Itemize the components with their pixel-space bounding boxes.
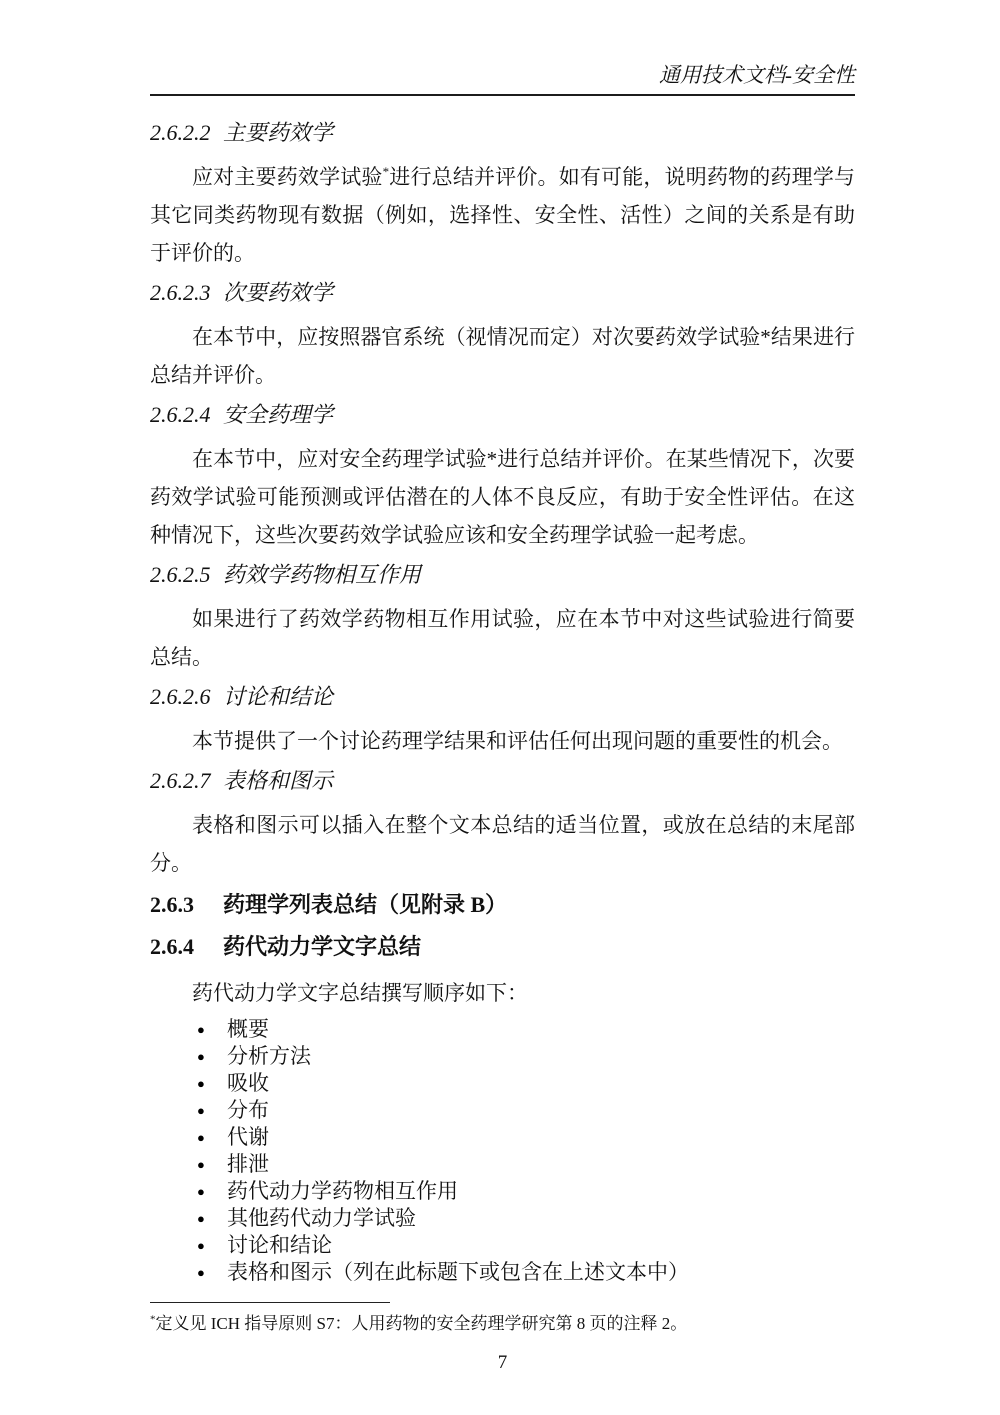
list-item: [197, 1178, 855, 1205]
section-number: 2.6.2.2: [150, 120, 211, 145]
paragraph: [150, 600, 855, 676]
bullet-icon: ●: [197, 1211, 205, 1226]
paragraph-text: 在本节中，应对安全药理学试验*进行总结并评价。在某些情况下，次要药效学试验可能预测或评估潜在的人体不良反应，有助于安全性评估。在这种情况下，这些次要药效学试验应该和安全药理学试验一起考虑。: [150, 447, 855, 547]
section-heading-2.6.2.5: [150, 560, 855, 590]
section-number: 2.6.3: [150, 892, 194, 917]
bullet-icon: ●: [197, 1076, 205, 1091]
list-item-label: 吸收: [227, 1071, 269, 1095]
paragraph: [150, 806, 855, 882]
section-title: 药代动力学文字总结: [223, 934, 422, 959]
paragraph-text: 进行总结并评价。如有可能，说明药物的药理学与其它同类药物现有数据（例如，选择性、安全性、活性）之间的关系是有助于评价的。: [150, 165, 856, 265]
section-title: 主要药效学: [223, 120, 334, 145]
bullet-icon: ●: [197, 1022, 205, 1037]
bullet-icon: ●: [197, 1265, 205, 1280]
paragraph-text: 在本节中，应按照器官系统（视情况而定）对次要药效学试验*结果进行总结并评价。: [150, 325, 855, 387]
paragraph: [150, 974, 855, 1012]
section-heading-2.6.2.2: [150, 118, 855, 148]
section-number: 2.6.2.5: [150, 562, 211, 587]
paragraph-text: 药代动力学文字总结撰写顺序如下：: [192, 981, 528, 1005]
bullet-icon: ●: [197, 1184, 205, 1199]
paragraph: [150, 318, 855, 394]
bullet-icon: ●: [197, 1157, 205, 1172]
list-item-label: 分析方法: [227, 1044, 311, 1068]
paragraph: [150, 722, 855, 760]
section-title: 安全药理学: [223, 402, 334, 427]
section-number: 2.6.2.7: [150, 768, 211, 793]
section-heading-2.6.2.6: [150, 682, 855, 712]
section-title: 讨论和结论: [223, 684, 334, 709]
paragraph-text: 应对主要药效学试验: [192, 165, 383, 189]
section-heading-2.6.3: [150, 890, 855, 920]
list-item-label: 药代动力学药物相互作用: [227, 1179, 458, 1203]
section-number: 2.6.4: [150, 934, 194, 959]
bullet-icon: ●: [197, 1103, 205, 1118]
footnote-reference: *: [382, 164, 390, 179]
section-number: 2.6.2.3: [150, 280, 211, 305]
bullet-icon: ●: [197, 1238, 205, 1253]
paragraph: [150, 158, 855, 272]
section-heading-2.6.2.3: [150, 278, 855, 308]
list-item: [197, 1259, 855, 1286]
list-item: [197, 1043, 855, 1070]
section-heading-2.6.2.7: [150, 766, 855, 796]
page-number: 7: [497, 1352, 508, 1373]
list-item: [197, 1070, 855, 1097]
list-item: [197, 1124, 855, 1151]
list-item-label: 排泄: [227, 1152, 269, 1176]
bullet-icon: ●: [197, 1130, 205, 1145]
paragraph-text: 如果进行了药效学药物相互作用试验，应在本节中对这些试验进行简要总结。: [150, 607, 855, 669]
list-item: [197, 1097, 855, 1124]
section-number: 2.6.2.4: [150, 402, 211, 427]
bullet-icon: ●: [197, 1049, 205, 1064]
section-title: 表格和图示: [223, 768, 334, 793]
list-item: [197, 1016, 855, 1043]
list-item: [197, 1205, 855, 1232]
section-heading-2.6.4: [150, 932, 855, 962]
section-heading-2.6.2.4: [150, 400, 855, 430]
list-item-label: 其他药代动力学试验: [227, 1206, 416, 1230]
list-item-label: 代谢: [227, 1125, 269, 1149]
paragraph-text: 本节提供了一个讨论药理学结果和评估任何出现问题的重要性的机会。: [192, 729, 843, 753]
section-title: 药理学列表总结（见附录 B）: [223, 892, 508, 917]
list-item: [197, 1232, 855, 1259]
section-number: 2.6.2.6: [150, 684, 211, 709]
footnote-asterisk: *: [150, 1313, 156, 1326]
list-item-label: 讨论和结论: [227, 1233, 332, 1257]
section-title: 药效学药物相互作用: [223, 562, 422, 587]
pk-summary-list: [150, 1016, 855, 1286]
list-item-label: 表格和图示（列在此标题下或包含在上述文本中）: [227, 1260, 689, 1284]
footnote-text: 定义见 ICH 指导原则 S7：人用药物的安全药理学研究第 8 页的注释 2。: [155, 1314, 688, 1333]
paragraph: [150, 440, 855, 554]
list-item-label: 分布: [227, 1098, 269, 1122]
footnote: [150, 1303, 855, 1336]
list-item: [197, 1151, 855, 1178]
paragraph-text: 表格和图示可以插入在整个文本总结的适当位置，或放在总结的末尾部分。: [150, 813, 855, 875]
page-header: [150, 0, 855, 96]
running-title: 通用技术文档-安全性: [659, 63, 855, 87]
list-item-label: 概要: [227, 1017, 269, 1041]
section-title: 次要药效学: [223, 280, 334, 305]
